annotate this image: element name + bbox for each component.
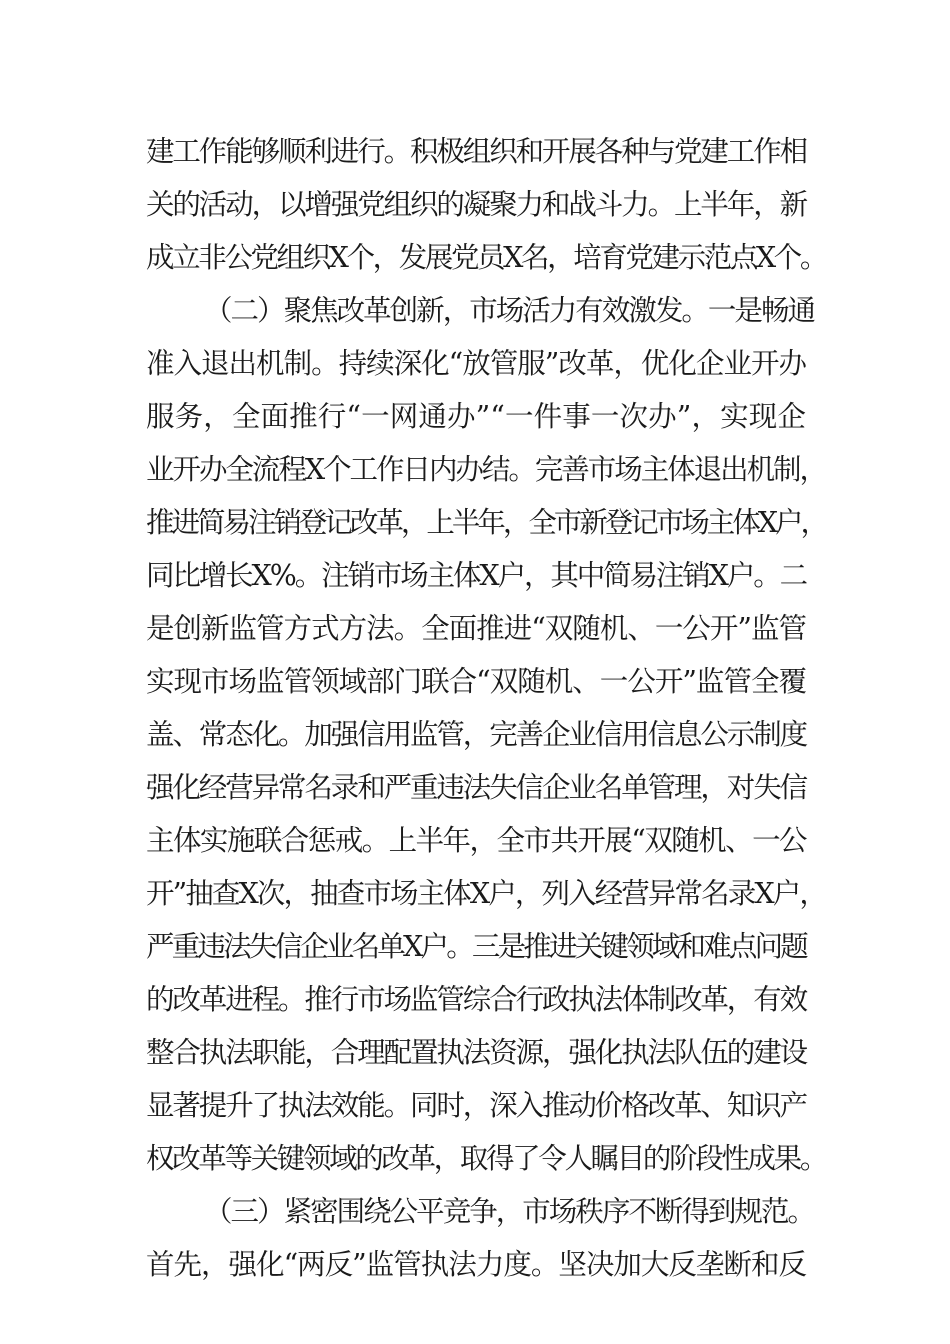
text-line: 的改革进程。推行市场监管综合行政执法体制改革，有效 [146,983,806,1016]
paragraph-3-heading: （三）紧密围绕公平竞争，市场秩序不断得到规范。 [204,1195,814,1228]
text-line: 权改革等关键领域的改革，取得了令人瞩目的阶段性成果。 [146,1142,826,1175]
text-line: 首先，强化“两反”监管执法力度。坚决加大反垄断和反 [146,1248,806,1281]
text-line: 盖、常态化。加强信用监管，完善企业信用信息公示制度 [146,718,806,751]
text-line: 是创新监管方式方法。全面推进“双随机、一公开”监管 [146,612,806,645]
text-line: 关的活动，以增强党组织的凝聚力和战斗力。上半年，新 [146,188,806,221]
text-line: 同比增长X%。注销市场主体X户，其中简易注销X户。二 [146,559,806,592]
text-line: 成立非公党组织X个，发展党员X名，培育党建示范点X个。 [146,241,826,274]
text-line: 推进简易注销登记改革，上半年，全市新登记市场主体X户， [146,506,826,539]
text-line: 显著提升了执法效能。同时，深入推动价格改革、知识产 [146,1089,806,1122]
text-line: 准入退出机制。持续深化“放管服”改革，优化企业开办 [146,347,806,380]
text-line: 业开办全流程X个工作日内办结。完善市场主体退出机制， [146,453,826,486]
text-line: 实现市场监管领域部门联合“双随机、一公开”监管全覆 [146,665,806,698]
text-line: 强化经营异常名录和严重违法失信企业名单管理，对失信 [146,771,806,804]
text-line: 建工作能够顺利进行。积极组织和开展各种与党建工作相 [146,135,806,168]
text-line: 开”抽查X次，抽查市场主体X户，列入经营异常名录X户， [146,877,826,910]
paragraph-2-heading: （二）聚焦改革创新，市场活力有效激发。一是畅通 [204,294,814,327]
text-line: 整合执法职能，合理配置执法资源，强化执法队伍的建设 [146,1036,806,1069]
text-line: 服务，全面推行“一网通办”“一件事一次办”，实现企 [146,400,806,433]
text-line: 主体实施联合惩戒。上半年，全市共开展“双随机、一公 [146,824,806,857]
text-line: 严重违法失信企业名单X户。三是推进关键领域和难点问题 [146,930,806,963]
